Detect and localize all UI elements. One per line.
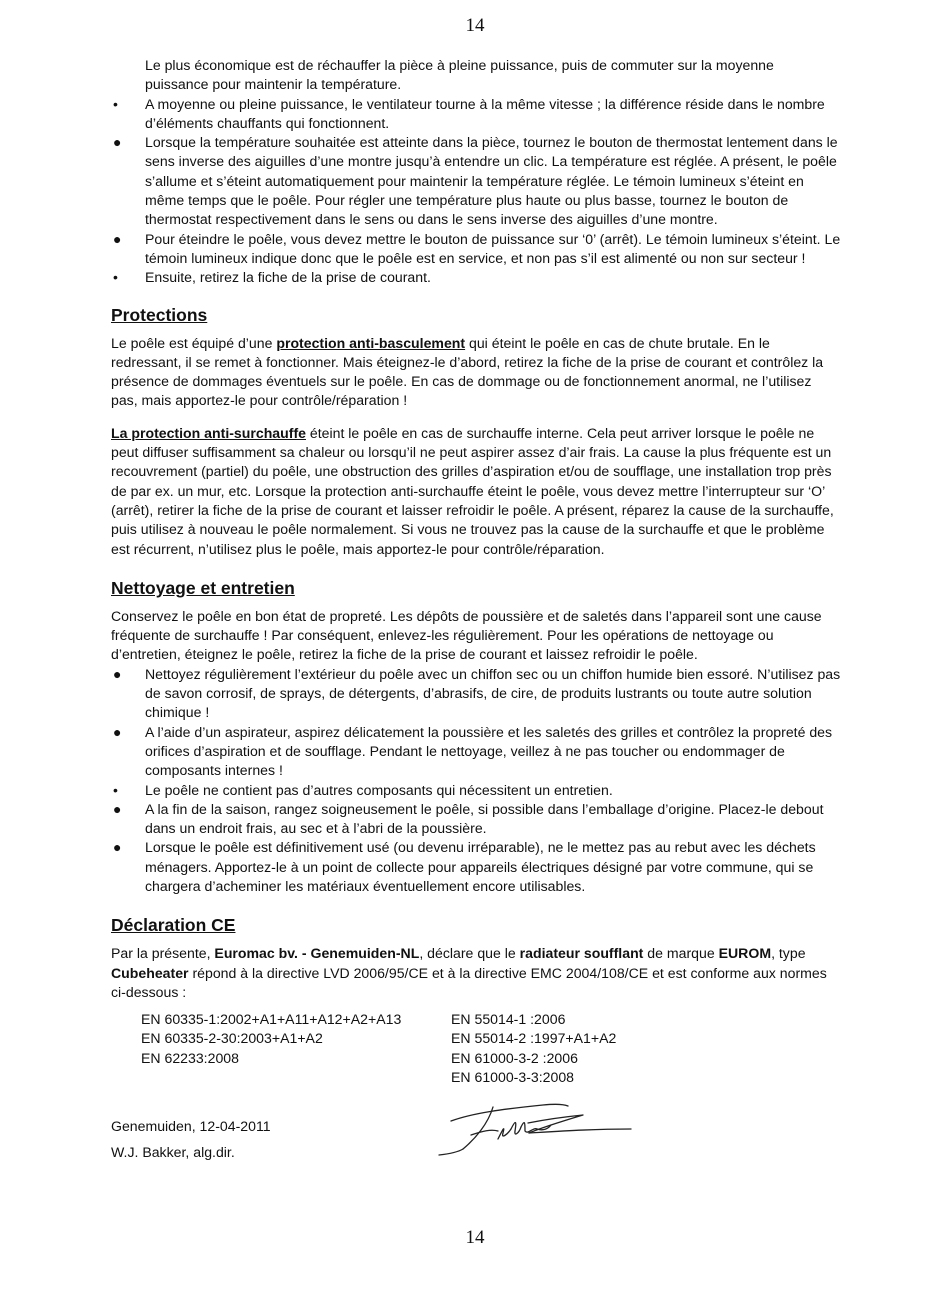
- signature-image: [433, 1099, 633, 1159]
- page-number-top: 14: [465, 15, 485, 36]
- list-item: ● A l’aide d’un aspirateur, aspirez délicatement la poussière et les saletés des grilles et contrôlez la propreté des orifices d’aspiration et de soufflage. Pendant le nettoyage, veillez à ne pas toucher ou endommager de composants internes !: [113, 723, 833, 779]
- list-item: ● Nettoyez régulièrement l’extérieur du poêle avec un chiffon sec ou un chiffon humide bien essoré. N’utilisez pas de savon corrosif, de sprays, de détergents, d’abrasifs, de cire, de produits lustrants ou toute autre solution chimique !: [113, 665, 841, 721]
- signatory: W.J. Bakker, alg.dir.: [111, 1144, 235, 1161]
- signature-block: [111, 1117, 841, 1177]
- list-item: • Ensuite, retirez la fiche de la prise de courant.: [111, 268, 841, 287]
- bullet-icon: ●: [113, 723, 122, 740]
- page-number-bottom: 14: [465, 1227, 485, 1248]
- anti-tilt-term: protection anti-basculement: [276, 334, 466, 351]
- page-content: [111, 56, 841, 1177]
- heading-protections: Protections: [111, 304, 208, 325]
- norm-item: EN 55014-1 :2006: [451, 1011, 566, 1028]
- declaration-paragraph: Par la présente, Euromac bv. - Genemuiden-NL, déclare que le radiateur soufflant de marque EUROM, type Cubeheater répond à la directive LVD 2006/95/CE et à la directive EMC 2004/108/CE et est conforme aux normes ci-dessous :: [111, 945, 827, 1000]
- nettoyage-intro: Conservez le poêle en bon état de propreté. Les dépôts de poussière et de saletés dans l’appareil sont une cause fréquente de surchauffe ! Par conséquent, enlevez-les régulièrement. Pour les opérations de nettoyage ou d’entretien, éteignez le poêle, retirez la fiche de la prise de courant et laissez refroidir le poêle.: [111, 607, 822, 663]
- place-date: Genemuiden, 12-04-2011: [111, 1118, 271, 1135]
- bullet-icon: •: [113, 269, 118, 286]
- bullet-icon: •: [113, 95, 118, 112]
- list-item: • A moyenne ou pleine puissance, le ventilateur tourne à la même vitesse ; la différence réside dans le nombre d’éléments chauffants qui fonctionnent.: [113, 95, 825, 131]
- norm-item: EN 61000-3-3:2008: [451, 1069, 575, 1086]
- protections-paragraph-1: Le poêle est équipé d’une protection anti-basculement qui éteint le poêle en cas de chute brutale. En le redressant, il se remet à fonctionner. Mais éteignez-le d’abord, retirez la fiche de la prise de courant et contrôlez la présence de dommages éventuels sur le poêle. En cas de dommage ou de fonctionnement anormal, ne l’utilisez pas, mais apportez-le pour contrôle/réparation !: [111, 334, 824, 409]
- bullet-icon: ●: [113, 800, 122, 817]
- norms-left-column: [141, 1010, 451, 1087]
- bullet-icon: ●: [113, 665, 122, 682]
- bullet-icon: ●: [113, 839, 122, 856]
- overheat-term: La protection anti-surchauffe: [111, 424, 306, 441]
- norms-table: [111, 1010, 841, 1087]
- norm-item: EN 60335-2-30:2003+A1+A2: [141, 1030, 323, 1047]
- list-item: ● Lorsque le poêle est définitivement usé (ou devenu irréparable), ne le mettez pas au rebut avec les déchets ménagers. Apportez-le à un point de collecte pour appareils électriques désigné par votre commune, qui se chargera d’acheminer les matériaux éventuellement encore utilisables.: [113, 839, 816, 894]
- bullet-icon: ●: [113, 134, 122, 151]
- norm-item: EN 61000-3-2 :2006: [451, 1049, 578, 1066]
- intro-continuation: Le plus économique est de réchauffer la pièce à pleine puissance, puis de commuter sur la moyenne puissance pour maintenir la température.: [145, 57, 774, 93]
- bullet-icon: •: [113, 781, 118, 798]
- bullet-icon: ●: [113, 230, 122, 247]
- norm-item: EN 62233:2008: [141, 1049, 239, 1066]
- list-item: ● Lorsque la température souhaitée est atteinte dans la pièce, tournez le bouton de thermostat lentement dans le sens inverse des aiguilles d’une montre jusqu’à entendre un clic. La température est réglée. A présent, le poêle s’allume et s’éteint automatiquement pour maintenir la température réglée. Le témoin lumineux s’éteint en même temps que le poêle. Pour régler une température plus haute ou plus basse, tournez le bouton de thermostat respectivement dans le sens ou dans le sens inverse des aiguilles d’une montre.: [113, 134, 838, 228]
- heading-declaration: Déclaration CE: [111, 915, 236, 936]
- nettoyage-bullet-list: [111, 665, 841, 897]
- norms-right-column: [451, 1010, 616, 1087]
- heading-nettoyage: Nettoyage et entretien: [111, 577, 295, 598]
- norm-item: EN 55014-2 :1997+A1+A2: [451, 1030, 617, 1047]
- list-item: ● Pour éteindre le poêle, vous devez mettre le bouton de puissance sur ‘0’ (arrêt). Le témoin lumineux s’éteint. Le témoin lumineux indique donc que le poêle est en service, et non pas s’il est alimenté ou non sur secteur !: [113, 230, 841, 266]
- list-item: ● A la fin de la saison, rangez soigneusement le poêle, si possible dans l’emballage d’origine. Placez-le debout dans un endroit frais, au sec et à l’abri de la poussière.: [113, 800, 824, 837]
- list-item: • Le poêle ne contient pas d’autres composants qui nécessitent un entretien.: [111, 781, 841, 800]
- intro-bullet-list: [111, 95, 841, 288]
- protections-paragraph-2: La protection anti-surchauffe éteint le poêle en cas de surchauffe interne. Cela peut arriver lorsque le poêle ne peut diffuser suffisamment sa chaleur ou lorsqu’il ne peut aspirer assez d’air frais. La cause la plus fréquente est un recouvrement (partiel) du poêle, une obstruction des grilles d’aspiration et/ou de soufflage, une installation trop près de par ex. un mur, etc. Lorsque la protection anti-surchauffe éteint le poêle, vous devez mettre l’interrupteur sur ‘O’ (arrêt), retirer la fiche de la prise de courant et laisser refroidir le poêle. A présent, réparez la cause de la surchauffe, puis utilisez à nouveau le poêle normalement. Si vous ne trouvez pas la cause de la surchauffe et que le problème est récurrent, n’utilisez plus le poêle, mais apportez-le pour contrôle/réparation.: [111, 424, 834, 557]
- norm-item: EN 60335-1:2002+A1+A11+A12+A2+A13: [141, 1011, 402, 1028]
